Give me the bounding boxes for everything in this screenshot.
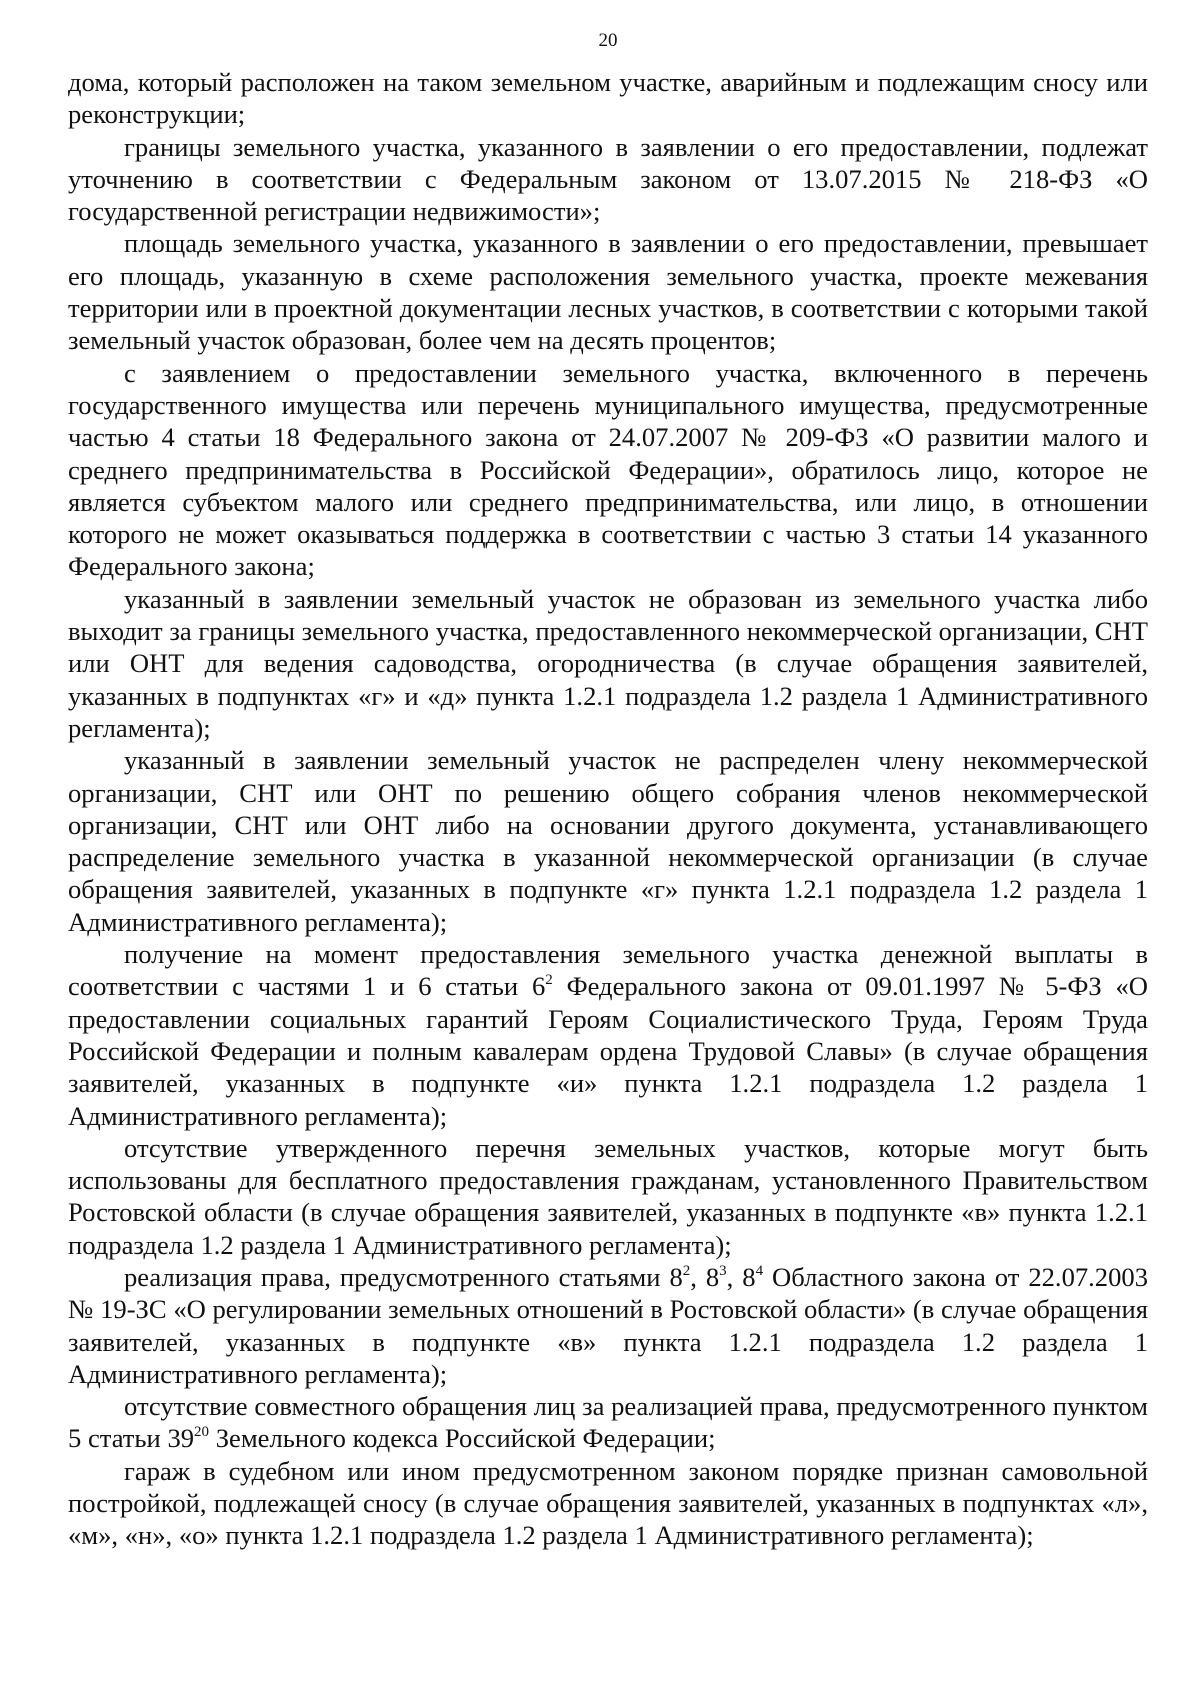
paragraph-text: границы земельного участка, указанного в заявлении о его предоставлении, подлежат уточнению в соответствии с Федеральным законом от 13.07.2015 № 218-ФЗ «О государственной регистрации недвижимости»;: [68, 131, 1148, 227]
paragraph-text: указанный в заявлении земельный участок не образован из земельного участка либо выходит за границы земельного участка, предоставленного некоммерческой организации, СНТ или ОНТ для ведения садоводства, огородничества (в случае обращения заявителей, указанных в подпунктах «г» и «д» пункта 1.2.1 подраздела 1.2 раздела 1 Административного регламента);: [68, 583, 1148, 743]
paragraph-text: , 8: [690, 1261, 720, 1292]
paragraph-text: отсутствие совместного обращения лиц за реализацией права, предусмотренного пунктом 5 статьи 39: [68, 1391, 1148, 1454]
page-number: 20: [598, 30, 618, 51]
superscript: 2: [545, 972, 553, 989]
paragraph-text: , 8: [726, 1261, 756, 1292]
document-body: [68, 66, 1148, 1552]
paragraph-text: Земельного кодекса Российской Федерации;: [209, 1423, 716, 1454]
paragraph: [68, 583, 1148, 744]
paragraph-text: отсутствие утвержденного перечня земельных участков, которые могут быть использованы для бесплатного предоставления гражданам, установленного Правительством Ростовской области (в случае обращения заявителей, указанных в подпункте «в» пункта 1.2.1 подраздела 1.2 раздела 1 Административного регламента);: [68, 1132, 1148, 1260]
paragraph: [68, 227, 1148, 356]
paragraph-text: с заявлением о предоставлении земельного участка, включенного в перечень государственного имущества или перечень муниципального имущества, предусмотренные частью 4 статьи 18 Федерального закона от 24.07.2007 № 209-ФЗ «О развитии малого и среднего предпринимательства в Российской Федерации», обратилось лицо, которое не является субъектом малого или среднего предпринимательства, или лицо, в отношении которого не может оказываться поддержка в соответствии с частью 3 статьи 14 указанного Федерального закона;: [68, 357, 1148, 582]
paragraph-text: Федерального закона от 09.01.1997 № 5-ФЗ «О предоставлении социальных гарантий Героям Социалистического Труда, Героям Труда Российской Федерации и полным кавалерам ордена Трудовой Славы» (в случае обращения заявителей, указанных в подпункте «и» пункта 1.2.1 подраздела 1.2 раздела 1 Административного регламента);: [68, 971, 1149, 1131]
superscript: 20: [194, 1424, 210, 1441]
paragraph: [68, 938, 1148, 1132]
paragraph: [68, 66, 1148, 131]
paragraph-text: дома, который расположен на таком земельном участке, аварийным и подлежащим сносу или реконструкции;: [68, 67, 1148, 130]
paragraph: [68, 1455, 1148, 1552]
paragraph: [68, 131, 1148, 228]
paragraph-text: гараж в судебном или ином предусмотренном законом порядке признан самовольной постройкой, подлежащей сносу (в случае обращения заявителей, указанных в подпунктах «л», «м», «н», «о» пункта 1.2.1 подраздела 1.2 раздела 1 Административного регламента);: [68, 1455, 1148, 1551]
paragraph-text: площадь земельного участка, указанного в заявлении о его предоставлении, превышает его площадь, указанную в схеме расположения земельного участка, проекте межевания территории или в проектной документации лесных участков, в соответствии с которыми такой земельный участок образован, более чем на десять процентов;: [68, 228, 1148, 356]
superscript: 4: [755, 1262, 764, 1279]
paragraph: [68, 1261, 1148, 1390]
paragraph: [68, 1390, 1148, 1455]
paragraph-text: указанный в заявлении земельный участок не распределен члену некоммерческой организации, СНТ или ОНТ по решению общего собрания членов некоммерческой организации, СНТ или ОНТ либо на основании другого документа, устанавливающего распределение земельного участка в указанной некоммерческой организации (в случае обращения заявителей, указанных в подпункте «г» пункта 1.2.1 подраздела 1.2 раздела 1 Административного регламента);: [68, 745, 1148, 937]
superscript: 2: [682, 1262, 691, 1279]
paragraph: [68, 1132, 1148, 1261]
paragraph-text: реализация права, предусмотренного статьями 8: [124, 1261, 683, 1292]
paragraph-text: Областного закона от 22.07.2003 № 19-ЗС «О регулировании земельных отношений в Ростовской области» (в случае обращения заявителей, указанных в подпункте «в» пункта 1.2.1 подраздела 1.2 раздела 1 Административного регламента);: [68, 1261, 1148, 1389]
paragraph: [68, 744, 1148, 938]
superscript: 3: [719, 1262, 727, 1279]
paragraph: [68, 357, 1148, 583]
paragraph-text: получение на момент предоставления земельного участка денежной выплаты в соответствии с частями 1 и 6 статьи 6: [68, 939, 1148, 1002]
